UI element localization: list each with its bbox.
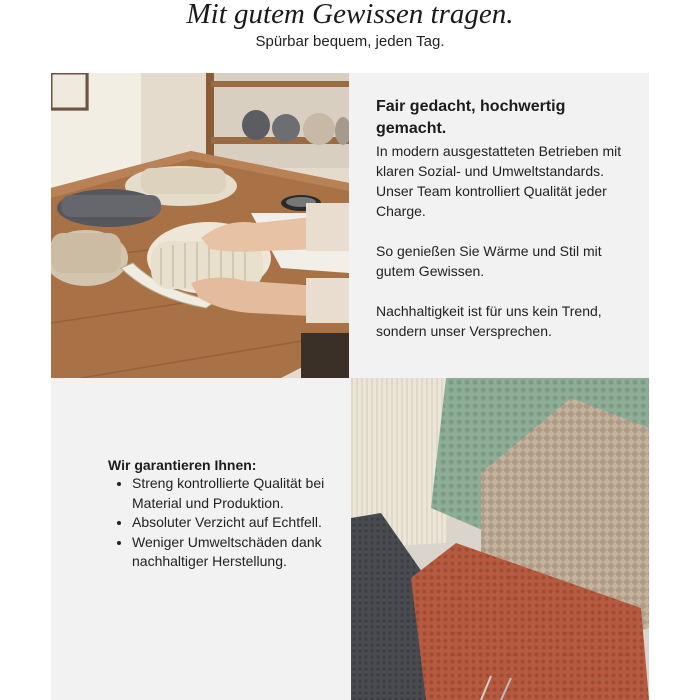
guarantee-text-panel (51, 378, 351, 700)
guarantee-list (118, 474, 337, 572)
fair-paragraph: In modern ausgestatteten Betrieben mit klaren Sozial- und Umweltstandards. Unser Team kontrolliert Qualität jeder Charge. (376, 143, 622, 219)
guarantee-title: Wir garantieren Ihnen: (108, 457, 257, 473)
guarantee-item: • Absoluter Verzicht auf Echtfell. (132, 513, 337, 533)
fair-title: Fair gedacht, hochwertig gemacht. (376, 98, 566, 137)
knit-fabrics-photo (351, 378, 649, 700)
fair-paragraph: So genießen Sie Wärme und Stil mit gutem Gewissen. (376, 243, 602, 279)
workshop-photo (51, 73, 349, 378)
fair-paragraph: Nachhaltigkeit ist für uns kein Trend, sondern unser Versprechen. (376, 303, 602, 339)
guarantee-item: • Streng kontrollierte Qualität bei Material und Produktion. (132, 474, 337, 513)
fair-body (376, 141, 636, 361)
page-headline: Mit gutem Gewissen tragen. (186, 0, 514, 30)
page-subline: Spürbar bequem, jeden Tag. (255, 33, 445, 50)
fair-text-panel (349, 73, 649, 378)
guarantee-item: • Weniger Umweltschäden dank nachhaltiger Herstellung. (132, 533, 337, 572)
